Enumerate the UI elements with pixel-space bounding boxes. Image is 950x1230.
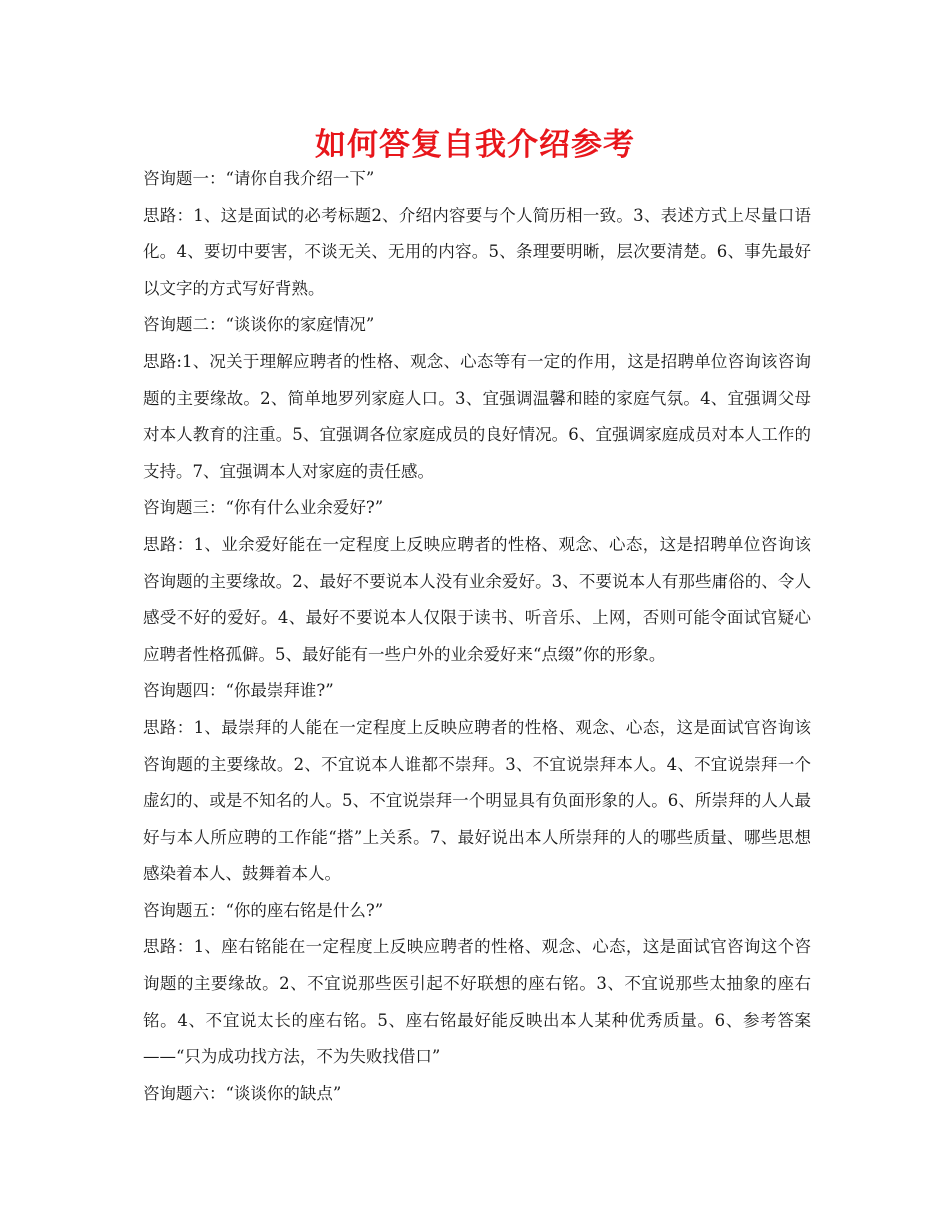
answer-2: 思路:1、况关于理解应聘者的性格、观念、心态等有一定的作用，这是招聘单位咨询该咨询题的主要缘故。2、简单地罗列家庭人口。3、宜强调温馨和睦的家庭气氛。4、宜强调父母对本人教育的注重。5、宜强调各位家庭成员的良好情况。6、宜强调家庭成员对本人工作的支持。7、宜强调本人对家庭的责任感。 (143, 351, 811, 481)
document-title: 如何答复自我介绍参考 (315, 127, 635, 163)
document-body (143, 161, 811, 1112)
question-2: 咨询题二：“谈谈你的家庭情况” (143, 315, 375, 335)
question-1: 咨询题一：“请你自我介绍一下” (143, 169, 375, 188)
answer-5: 思路：1、座右铭能在一定程度上反映应聘者的性格、观念、心态，这是面试官咨询这个咨询题的主要缘故。2、不宜说那些医引起不好联想的座右铭。3、不宜说那些太抽象的座右铭。4、不宜说太长的座右铭。5、座右铭最好能反映出本人某种优秀质量。6、参考答案——“只为成功找方法，不为失败找借口” (143, 937, 811, 1067)
question-4: 咨询题四：“你最崇拜谁?” (143, 681, 334, 701)
answer-3: 思路：1、业余爱好能在一定程度上反映应聘者的性格、观念、心态，这是招聘单位咨询该咨询题的主要缘故。2、最好不要说本人没有业余爱好。3、不要说本人有那些庸俗的、令人感受不好的爱好。4、最好不要说本人仅限于读书、听音乐、上网，否则可能令面试官疑心应聘者性格孤僻。5、最好能有一些户外的业余爱好来“点缀”你的形象。 (143, 534, 811, 664)
question-5: 咨询题五：“你的座右铭是什么?” (143, 900, 384, 920)
question-3: 咨询题三：“你有什么业余爱好?” (143, 498, 384, 518)
answer-1: 思路：1、这是面试的必考标题2、介绍内容要与个人简历相一致。3、表述方式上尽量口语化。4、要切中要害，不谈无关、无用的内容。5、条理要明晰，层次要清楚。6、事先最好以文字的方式写好背熟。 (143, 205, 811, 298)
answer-4: 思路：1、最崇拜的人能在一定程度上反映应聘者的性格、观念、心态，这是面试官咨询该咨询题的主要缘故。2、不宜说本人谁都不崇拜。3、不宜说崇拜本人。4、不宜说崇拜一个虚幻的、或是不知名的人。5、不宜说崇拜一个明显具有负面形象的人。6、所崇拜的人人最好与本人所应聘的工作能“搭”上关系。7、最好说出本人所崇拜的人的哪些质量、哪些思想感染着本人、鼓舞着本人。 (143, 717, 811, 884)
question-6: 咨询题六：“谈谈你的缺点” (143, 1083, 342, 1103)
